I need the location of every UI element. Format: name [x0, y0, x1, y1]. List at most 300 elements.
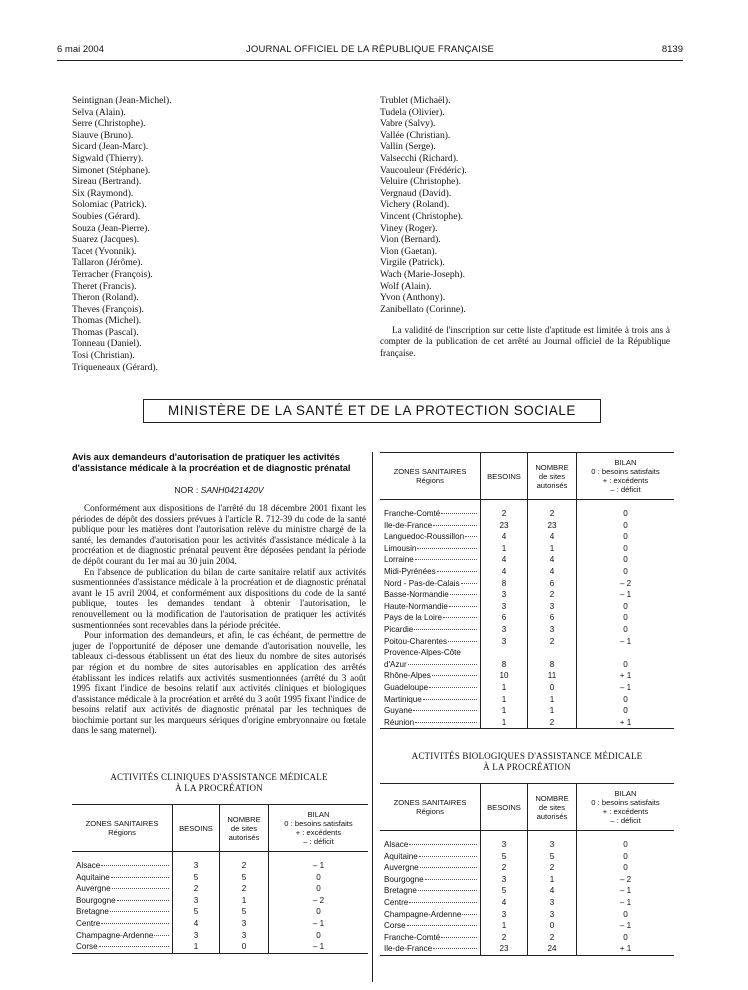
name-entry: Tonneau (Daniel).	[72, 338, 142, 350]
besoins-cell: 5	[481, 851, 528, 863]
leader-dots	[433, 947, 477, 949]
table-row	[380, 543, 674, 555]
besoins-cell: 3	[481, 624, 528, 636]
table-row	[380, 909, 674, 921]
name-entry: Tudela (Olivier).	[380, 106, 445, 118]
bilan-cell: 0	[577, 520, 675, 532]
table-row	[380, 659, 674, 671]
leader-dots	[414, 628, 477, 630]
continued-table	[380, 452, 674, 729]
name-entry: Selva (Alain).	[72, 106, 126, 118]
header-bilan-label: BILAN	[614, 458, 637, 467]
bilan-cell: 0	[577, 601, 675, 613]
sites-cell: 24	[528, 943, 577, 955]
bilan-cell: 0	[577, 508, 675, 520]
name-entry: Virgile (Patrick).	[380, 257, 445, 269]
sites-cell: 23	[528, 520, 577, 532]
region-name: Provence-Alpes-Côte	[384, 648, 461, 658]
sites-cell: 1	[528, 543, 577, 555]
leader-dots	[413, 709, 477, 711]
names-list-left	[72, 95, 172, 373]
bilan-cell	[577, 647, 675, 659]
header-bilan	[577, 453, 675, 500]
bilan-cell: 0	[577, 624, 675, 636]
bilan-cell: 0	[577, 705, 675, 717]
name-entry: Terracher (François).	[72, 268, 153, 280]
bilan-cell: – 1	[577, 636, 675, 648]
besoins-cell: 1	[481, 920, 528, 932]
region-cell	[72, 872, 173, 884]
region-cell	[72, 860, 173, 872]
name-entry: Viney (Roger).	[380, 222, 438, 234]
bio-activities-table	[380, 783, 674, 956]
bilan-cell: 0	[577, 932, 675, 944]
region-name: Corse	[76, 942, 98, 952]
leader-dots	[425, 878, 477, 880]
besoins-cell: 2	[173, 883, 220, 895]
bilan-cell: 0	[577, 554, 675, 566]
name-entry: Wach (Marie-Joseph).	[380, 268, 466, 280]
region-name: Basse-Normandie	[384, 590, 449, 600]
table-row	[72, 895, 368, 907]
region-name: Franche-Comté	[384, 932, 441, 942]
leader-dots	[101, 922, 169, 924]
leader-dots	[101, 864, 169, 866]
besoins-cell: 1	[481, 694, 528, 706]
sites-cell: 2	[528, 508, 577, 520]
region-name: Guadeloupe	[384, 682, 429, 692]
name-entry: Vaucouleur (Frédéric).	[380, 164, 467, 176]
leader-dots	[441, 936, 477, 938]
bilan-cell: – 2	[577, 578, 675, 590]
sites-cell: 3	[528, 601, 577, 613]
header-de-sites-label: de sites	[538, 471, 566, 481]
leader-dots	[450, 593, 477, 595]
region-name: Nord - Pas-de-Calais	[384, 578, 460, 588]
region-name: Alsace	[384, 840, 409, 849]
leader-dots	[433, 524, 477, 526]
leader-dots	[432, 674, 477, 676]
name-entry: Souza (Jean-Pierre).	[72, 222, 150, 234]
sites-cell: 1	[220, 895, 269, 907]
sites-cell: 4	[528, 531, 577, 543]
name-entry: Tallaron (Jérôme).	[72, 257, 143, 269]
table-row	[380, 566, 674, 578]
bilan-cell: + 1	[577, 943, 675, 955]
region-name: Picardie	[384, 624, 414, 634]
table-row	[72, 941, 368, 953]
sites-cell: 0	[528, 920, 577, 932]
table-row	[72, 930, 368, 942]
sites-cell: 4	[528, 554, 577, 566]
leader-dots	[448, 640, 477, 642]
bilan-cell: – 1	[577, 920, 675, 932]
leader-dots	[407, 924, 477, 926]
region-cell	[380, 694, 481, 706]
header-autorises-label: autorisés	[536, 480, 568, 490]
name-entry: Serre (Christophe).	[72, 118, 146, 130]
name-entry: Vergnaud (David).	[380, 187, 452, 199]
besoins-cell: 1	[481, 717, 528, 729]
region-cell	[380, 717, 481, 729]
name-entry: Sireau (Bertrand).	[72, 176, 142, 188]
leader-dots	[419, 855, 477, 857]
besoins-cell	[481, 647, 528, 659]
header-besoins: BESOINS	[173, 805, 220, 852]
table-row	[380, 624, 674, 636]
header-de-sites-label: de sites	[230, 823, 258, 833]
nor-code: SANH0421420V	[200, 485, 264, 495]
header-rule	[57, 60, 683, 61]
sites-cell: 3	[528, 624, 577, 636]
region-name: Martinique	[384, 694, 422, 704]
sites-cell: 5	[528, 851, 577, 863]
header-page-number: 8139	[661, 44, 683, 55]
table-row	[380, 520, 674, 532]
table-row	[380, 647, 674, 659]
name-entry: Thomas (Pascal).	[72, 326, 139, 338]
region-name: Auvergne	[76, 884, 111, 894]
besoins-cell: 4	[481, 566, 528, 578]
name-entry: Vichery (Roland).	[380, 199, 450, 211]
leader-dots	[99, 945, 169, 947]
header-date: 6 mai 2004	[57, 44, 105, 55]
region-name: Aquitaine	[76, 872, 110, 882]
besoins-cell: 3	[481, 636, 528, 648]
leader-dots	[437, 570, 477, 572]
name-entry: Vallin (Serge).	[380, 141, 436, 153]
sites-cell: 6	[528, 578, 577, 590]
header-besoins: BESOINS	[481, 453, 528, 500]
region-name: Champagne-Ardenne	[76, 930, 154, 940]
besoins-cell: 1	[481, 682, 528, 694]
header-journal-title: JOURNAL OFFICIEL DE LA RÉPUBLIQUE FRANÇAISE	[245, 44, 495, 55]
table-row	[380, 531, 674, 543]
sites-cell: 6	[528, 612, 577, 624]
sites-cell: 2	[220, 860, 269, 872]
name-entry: Sicard (Jean-Marc).	[72, 141, 149, 153]
table-row	[380, 874, 674, 886]
name-entry: Zanibellato (Corinne).	[380, 303, 466, 315]
region-name: Poitou-Charentes	[384, 636, 447, 646]
header-nombre-label: NOMBRE	[535, 462, 569, 472]
bilan-cell: – 1	[269, 918, 369, 930]
header-zones	[380, 784, 481, 831]
page-header	[57, 44, 683, 60]
table-row	[380, 601, 674, 613]
sites-cell: 2	[528, 589, 577, 601]
leader-dots	[462, 913, 477, 915]
besoins-cell: 2	[481, 508, 528, 520]
sites-cell: 2	[220, 883, 269, 895]
region-name: Corse	[384, 921, 406, 931]
besoins-cell: 5	[173, 906, 220, 918]
besoins-cell: 3	[481, 909, 528, 921]
sites-cell	[528, 647, 577, 659]
besoins-cell: 6	[481, 612, 528, 624]
besoins-cell: 5	[481, 885, 528, 897]
region-name: Rhône-Alpes	[384, 671, 431, 681]
region-cell	[380, 624, 481, 636]
header-bilan-deficit: – : déficit	[610, 485, 641, 494]
besoins-cell: 3	[173, 930, 220, 942]
bilan-cell: – 1	[577, 897, 675, 909]
sites-cell: 5	[220, 906, 269, 918]
name-entry: Valsecchi (Richard).	[380, 152, 459, 164]
besoins-cell: 1	[481, 705, 528, 717]
bilan-cell: + 1	[577, 717, 675, 729]
table-row	[72, 860, 368, 872]
header-bilan-surplus: + : excédents	[602, 807, 649, 816]
column-divider	[372, 452, 373, 982]
header-bilan-surplus: + : excédents	[295, 828, 342, 837]
bilan-cell: – 2	[269, 895, 369, 907]
region-name: Centre	[384, 897, 409, 907]
region-cell	[380, 885, 481, 897]
name-entry: Theves (François).	[72, 303, 144, 315]
bilan-cell: – 2	[577, 874, 675, 886]
bilan-cell: – 1	[577, 885, 675, 897]
header-zones-label: ZONES SANITAIRES	[85, 819, 159, 828]
besoins-cell: 3	[481, 874, 528, 886]
besoins-cell: 8	[481, 659, 528, 671]
besoins-cell: 3	[481, 839, 528, 851]
leader-dots	[110, 910, 169, 912]
region-cell	[72, 930, 173, 942]
leader-dots	[429, 686, 477, 688]
leader-dots	[461, 582, 477, 584]
region-cell	[380, 508, 481, 520]
table-row	[380, 885, 674, 897]
nor-label: NOR :	[174, 485, 199, 495]
header-autorises-label: autorisés	[536, 811, 568, 821]
header-nombre	[528, 784, 577, 831]
name-entry: Trublet (Michaël).	[380, 95, 451, 106]
sites-cell: 2	[528, 862, 577, 874]
region-name: Alsace	[76, 861, 101, 870]
region-name: Ile-de-France	[384, 944, 433, 954]
table-row	[380, 851, 674, 863]
bilan-cell: 0	[577, 862, 675, 874]
region-name: Limousin	[384, 543, 417, 553]
header-autorises-label: autorisés	[228, 832, 260, 842]
name-entry: Solomiac (Patrick).	[72, 199, 147, 211]
leader-dots	[408, 663, 477, 665]
article-title: Avis aux demandeurs d'autorisation de pratiquer les activités d'assistance médicale à la procréation et de diagnostic prénatal	[72, 452, 351, 473]
name-entry: Vion (Bernard).	[380, 234, 441, 246]
region-cell	[380, 943, 481, 955]
region-cell	[380, 705, 481, 717]
besoins-cell: 4	[481, 897, 528, 909]
name-entry: Soubies (Gérard).	[72, 210, 141, 222]
table-row	[380, 839, 674, 851]
region-cell	[380, 531, 481, 543]
region-cell	[380, 566, 481, 578]
leader-dots	[409, 901, 477, 903]
sites-cell: 0	[220, 941, 269, 953]
header-bilan-satisfied: 0 : besoins satisfaits	[591, 467, 660, 476]
besoins-cell: 4	[173, 918, 220, 930]
besoins-cell: 1	[481, 543, 528, 555]
sites-cell: 3	[528, 839, 577, 851]
besoins-cell: 10	[481, 670, 528, 682]
name-entry: Vion (Gaetan).	[380, 245, 437, 257]
bilan-cell: – 1	[577, 682, 675, 694]
bilan-cell: 0	[577, 851, 675, 863]
leader-dots	[465, 535, 477, 537]
region-name: Franche-Comté	[384, 509, 441, 518]
region-cell	[380, 647, 481, 659]
header-de-sites-label: de sites	[538, 802, 566, 812]
region-name: Languedoc-Roussillon	[384, 532, 465, 542]
region-cell	[380, 897, 481, 909]
region-cell	[380, 612, 481, 624]
leader-dots	[409, 843, 477, 845]
region-cell	[380, 909, 481, 921]
region-name: Ile-de-France	[384, 520, 433, 530]
header-regions-label: Régions	[416, 476, 444, 485]
bilan-cell: – 1	[577, 589, 675, 601]
region-cell	[380, 851, 481, 863]
region-name: Midi-Pyrénées	[384, 566, 436, 576]
header-regions-label: Régions	[416, 807, 444, 816]
region-cell	[380, 839, 481, 851]
header-bilan-satisfied: 0 : besoins satisfaits	[591, 798, 660, 807]
region-cell	[72, 883, 173, 895]
table-row	[380, 670, 674, 682]
region-name: Bourgogne	[384, 874, 424, 884]
leader-dots	[417, 547, 477, 549]
name-entry: Seintignan (Jean-Michel).	[72, 95, 172, 106]
besoins-cell: 23	[481, 520, 528, 532]
table-row	[380, 920, 674, 932]
leader-dots	[111, 876, 169, 878]
sites-cell: 5	[220, 872, 269, 884]
table-row	[380, 636, 674, 648]
table-row	[380, 682, 674, 694]
header-zones	[380, 453, 481, 500]
sites-cell: 1	[528, 705, 577, 717]
header-nombre-label: NOMBRE	[535, 793, 569, 803]
header-besoins: BESOINS	[481, 784, 528, 831]
bilan-cell: 0	[577, 694, 675, 706]
name-entry: Theret (Francis).	[72, 280, 137, 292]
region-name: Lorraine	[384, 555, 414, 565]
bilan-cell: – 1	[269, 941, 369, 953]
region-name: Centre	[76, 918, 101, 928]
region-cell	[380, 920, 481, 932]
region-name: Champagne-Ardenne	[384, 909, 462, 919]
bilan-cell: 0	[577, 839, 675, 851]
header-nombre	[528, 453, 577, 500]
name-entry: Tacet (Yvonnik).	[72, 245, 137, 257]
region-cell	[380, 862, 481, 874]
name-entry: Thomas (Michel).	[72, 315, 142, 327]
table-row	[380, 612, 674, 624]
region-name: Aquitaine	[384, 851, 418, 861]
header-regions-label: Régions	[108, 828, 136, 837]
header-bilan-surplus: + : excédents	[602, 476, 649, 485]
besoins-cell: 3	[481, 589, 528, 601]
region-name: Guyane	[384, 706, 413, 716]
sites-cell: 4	[528, 566, 577, 578]
sites-cell: 2	[528, 636, 577, 648]
table-row	[380, 554, 674, 566]
header-bilan-label: BILAN	[307, 810, 330, 819]
region-name: Pays de la Loire	[384, 613, 443, 623]
bilan-cell: 0	[577, 659, 675, 671]
table-row	[380, 717, 674, 729]
bio-table-title	[380, 751, 674, 772]
header-nombre	[220, 805, 269, 852]
bilan-cell: – 1	[269, 860, 369, 872]
region-cell	[380, 636, 481, 648]
region-name: Haute-Normandie	[384, 601, 448, 611]
sites-cell: 1	[528, 694, 577, 706]
region-name: Bretagne	[384, 886, 417, 896]
besoins-cell: 2	[481, 932, 528, 944]
region-cell	[380, 601, 481, 613]
nor-reference	[72, 485, 366, 495]
bilan-cell: 0	[577, 612, 675, 624]
ministry-heading: MINISTÈRE DE LA SANTÉ ET DE LA PROTECTION SOCIALE	[143, 399, 601, 423]
name-entry: Six (Raymond).	[72, 187, 134, 199]
name-entry: Triqueneaux (Gérard).	[72, 361, 158, 373]
leader-dots	[449, 605, 477, 607]
region-name: Auvergne	[384, 863, 419, 873]
names-list-right	[380, 95, 467, 315]
besoins-cell: 5	[173, 872, 220, 884]
sites-cell: 0	[528, 682, 577, 694]
table-row	[380, 694, 674, 706]
name-entry: Theron (Roland).	[72, 292, 139, 304]
sites-cell: 3	[220, 930, 269, 942]
region-cell	[380, 659, 481, 671]
region-cell	[380, 543, 481, 555]
besoins-cell: 23	[481, 943, 528, 955]
region-cell	[380, 670, 481, 682]
name-entry: Suarez (Jacques).	[72, 234, 140, 246]
bilan-cell: 0	[269, 930, 369, 942]
bilan-cell: 0	[269, 872, 369, 884]
besoins-cell: 4	[481, 554, 528, 566]
article-paragraph: Conformément aux dispositions de l'arrêté du 18 décembre 2001 fixant les périodes de dépôt des dossiers prévues à l'article R. 712-39 du code de la santé publique pour les matières dont l'autorisation relève du ministre chargé de la santé, les demandes d'autorisation pour les activités d'assistance médicale à la procréation et de diagnostic prénatal peuvent être déposées pendant la période de dépôt courant du 1er mai au 30 juin 2004.	[72, 503, 366, 566]
region-name: Réunion	[384, 717, 415, 727]
bilan-cell: 0	[577, 531, 675, 543]
table-row	[72, 883, 368, 895]
header-zones-label: ZONES SANITAIRES	[393, 467, 467, 476]
header-zones	[72, 805, 173, 852]
header-nombre-label: NOMBRE	[227, 814, 261, 824]
name-entry: Wolf (Alain).	[380, 280, 432, 292]
region-name: Bretagne	[76, 907, 109, 917]
sites-cell: 2	[528, 717, 577, 729]
region-name: d'Azur	[384, 659, 407, 669]
table-row	[380, 705, 674, 717]
bilan-cell: 0	[269, 883, 369, 895]
bilan-cell: + 1	[577, 670, 675, 682]
besoins-cell: 3	[173, 860, 220, 872]
leader-dots	[415, 721, 477, 723]
sites-cell: 3	[220, 918, 269, 930]
leader-dots	[420, 866, 477, 868]
table-row	[380, 589, 674, 601]
leader-dots	[418, 889, 477, 891]
name-entry: Siauve (Bruno).	[72, 129, 134, 141]
sites-cell: 3	[528, 909, 577, 921]
besoins-cell: 1	[173, 941, 220, 953]
name-entry: Vallée (Christian).	[380, 129, 451, 141]
